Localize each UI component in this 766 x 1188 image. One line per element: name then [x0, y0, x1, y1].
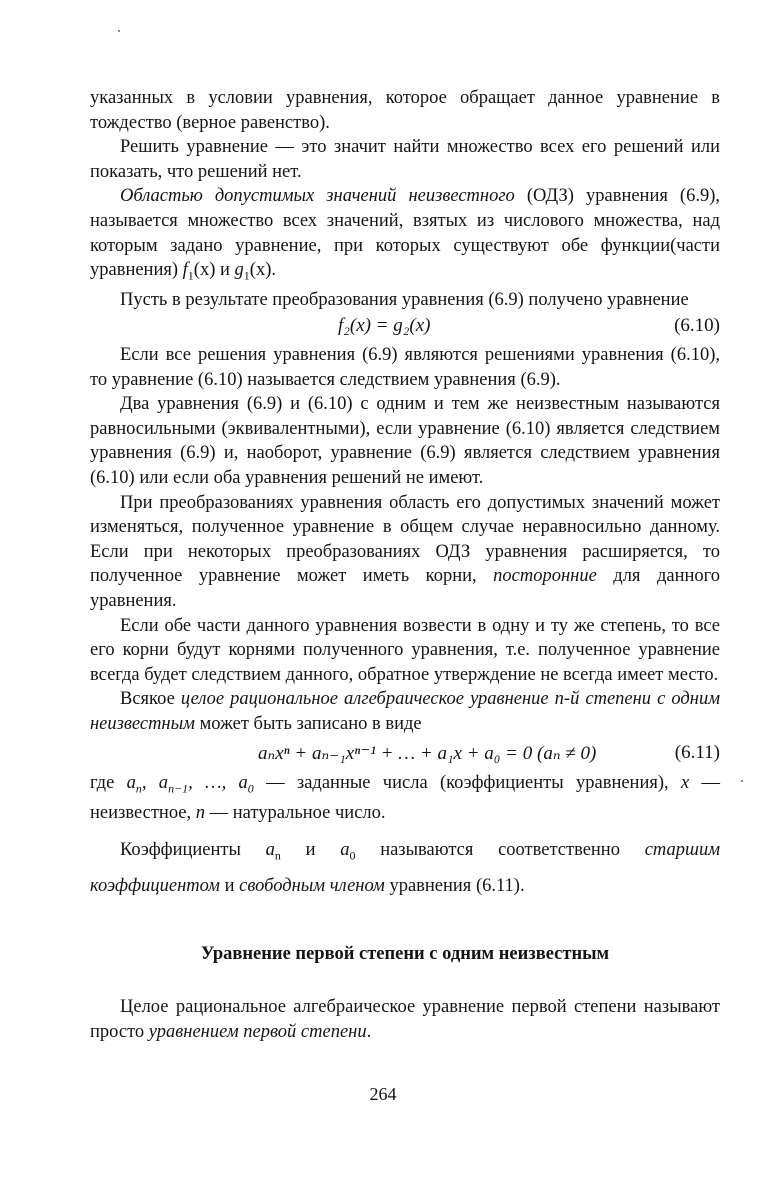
paragraph-odz-definition: [90, 184, 720, 288]
paragraph-1: указанных в условии уравнения, которое обращает данное уравнение в тождество (верное равенство).: [90, 88, 720, 133]
where-text-c: — неизвестное,: [90, 772, 721, 823]
paragraph-first-degree: [90, 995, 720, 1044]
page-body: [90, 86, 720, 1044]
paragraph-solve-definition: Решить уравнение — это значит найти множество всех его решений или показать, что решений нет.: [90, 137, 720, 182]
first-degree-text-b: .: [366, 1021, 372, 1042]
extraneous-text-a: При преобразованиях уравнения область его допустимых значений может изменяться, полученное уравнение в общем случае неравносильно данному. Если при некоторых преобразованиях ОДЗ уравнения расширяется, то полученное уравнение может иметь корни,: [90, 492, 720, 587]
paragraph-transform: Пусть в результате преобразования уравнения (6.9) получено уравнение: [120, 290, 689, 311]
g1-arg: (x): [249, 260, 272, 281]
equation-6-11: [90, 737, 720, 771]
first-degree-text-a: Целое рациональное алгебраическое уравнение первой степени называют просто: [90, 997, 720, 1042]
extraneous-text-b: для данного уравнения.: [90, 566, 720, 611]
term-first-degree-equation: уравнением первой степени: [148, 1021, 367, 1042]
term-free-term: свободным членом: [239, 876, 385, 897]
where-text-a: где: [90, 772, 127, 793]
where-text-d: — натуральное число.: [205, 802, 386, 823]
a0-symbol: a: [340, 840, 350, 861]
coefficients-list: $a_n$, $a_{n-1}$, …, $a_0$: [126, 772, 254, 796]
and-text: и: [215, 260, 235, 281]
an-symbol: a: [265, 840, 275, 861]
f1-arg: (x): [193, 260, 216, 281]
page-number: 264: [369, 1084, 397, 1104]
odz-text: (ОДЗ) уравнения (6.9), называется множество всех значений, взятых из числового множества, над которым задано уравнение, при которых существуют обе функции(части уравнения): [90, 186, 720, 281]
paragraph-where: [90, 771, 720, 826]
coeff-text-c: и: [220, 876, 240, 897]
x-symbol: x: [680, 772, 690, 793]
general-form-text-b: может быть записано в виде: [194, 713, 422, 734]
coeff-text-a: Коэффициенты: [120, 840, 266, 861]
equation-6-10-formula: f₂(x) = g₂(x): [338, 315, 431, 337]
paragraph-coefficients: [90, 835, 720, 901]
g1-symbol: g: [234, 260, 244, 281]
equation-6-10: [90, 313, 720, 343]
a0-subscript: 0: [349, 849, 356, 864]
paragraph-general-form: [90, 687, 720, 736]
term-rational-equation: целое рациональное алгебраическое уравнение n-й степени с одним неизвестным: [90, 689, 721, 734]
term-odz: Областью допустимых значений неизвестного: [120, 186, 515, 207]
f1-symbol: f: [182, 260, 188, 281]
f1-subscript: 1: [187, 268, 194, 283]
equation-6-11-formula: aₙxⁿ + aₙ₋₁xⁿ⁻¹ + … + a₁x + a₀ = 0 (aₙ ≠ 0): [258, 742, 597, 764]
scan-speck: [741, 780, 743, 782]
section-heading: Уравнение первой степени с одним неизвестным: [200, 944, 610, 965]
where-text-b: — заданные числа (коэффициенты уравнения),: [253, 772, 681, 793]
n-symbol: n: [195, 802, 206, 823]
coeff-text-b: называются соответственно: [355, 840, 645, 861]
equation-6-10-number: (6.10): [674, 315, 720, 337]
an-subscript: n: [274, 849, 281, 864]
paragraph-extraneous-roots: [90, 491, 720, 614]
paragraph-consequence: Если все решения уравнения (6.9) являются решениями уравнения (6.10), то уравнение (6.10) называется следствием уравнения (6.9).: [90, 345, 720, 390]
paragraph-power: Если обе части данного уравнения возвести в одну и ту же степень, то все его корни будут корнями полученного уравнения, т.е. полученное уравнение всегда будет следствием данного, обратное утверждение не всегда имеет место.: [90, 615, 720, 685]
coeff-text-d: уравнения (6.11).: [384, 876, 525, 897]
term-leading-coefficient: старшим коэффициентом: [90, 840, 721, 897]
g1-subscript: 1: [243, 268, 250, 283]
scan-speck: [118, 30, 120, 32]
paragraph-equivalent: Два уравнения (6.9) и (6.10) с одним и тем же неизвестным называются равносильными (эквивалентными), если уравнение (6.10) является следствием уравнения (6.9) и, наоборот, уравнение (6.9) является следствием уравнения (6.10) или если оба уравнения решений не имеют.: [90, 394, 720, 488]
term-extraneous: посторонние: [493, 566, 597, 587]
general-form-text-a: Всякое: [120, 689, 181, 710]
equation-6-11-number: (6.11): [674, 741, 720, 763]
period: .: [271, 260, 276, 281]
coeff-and: и: [280, 840, 341, 861]
